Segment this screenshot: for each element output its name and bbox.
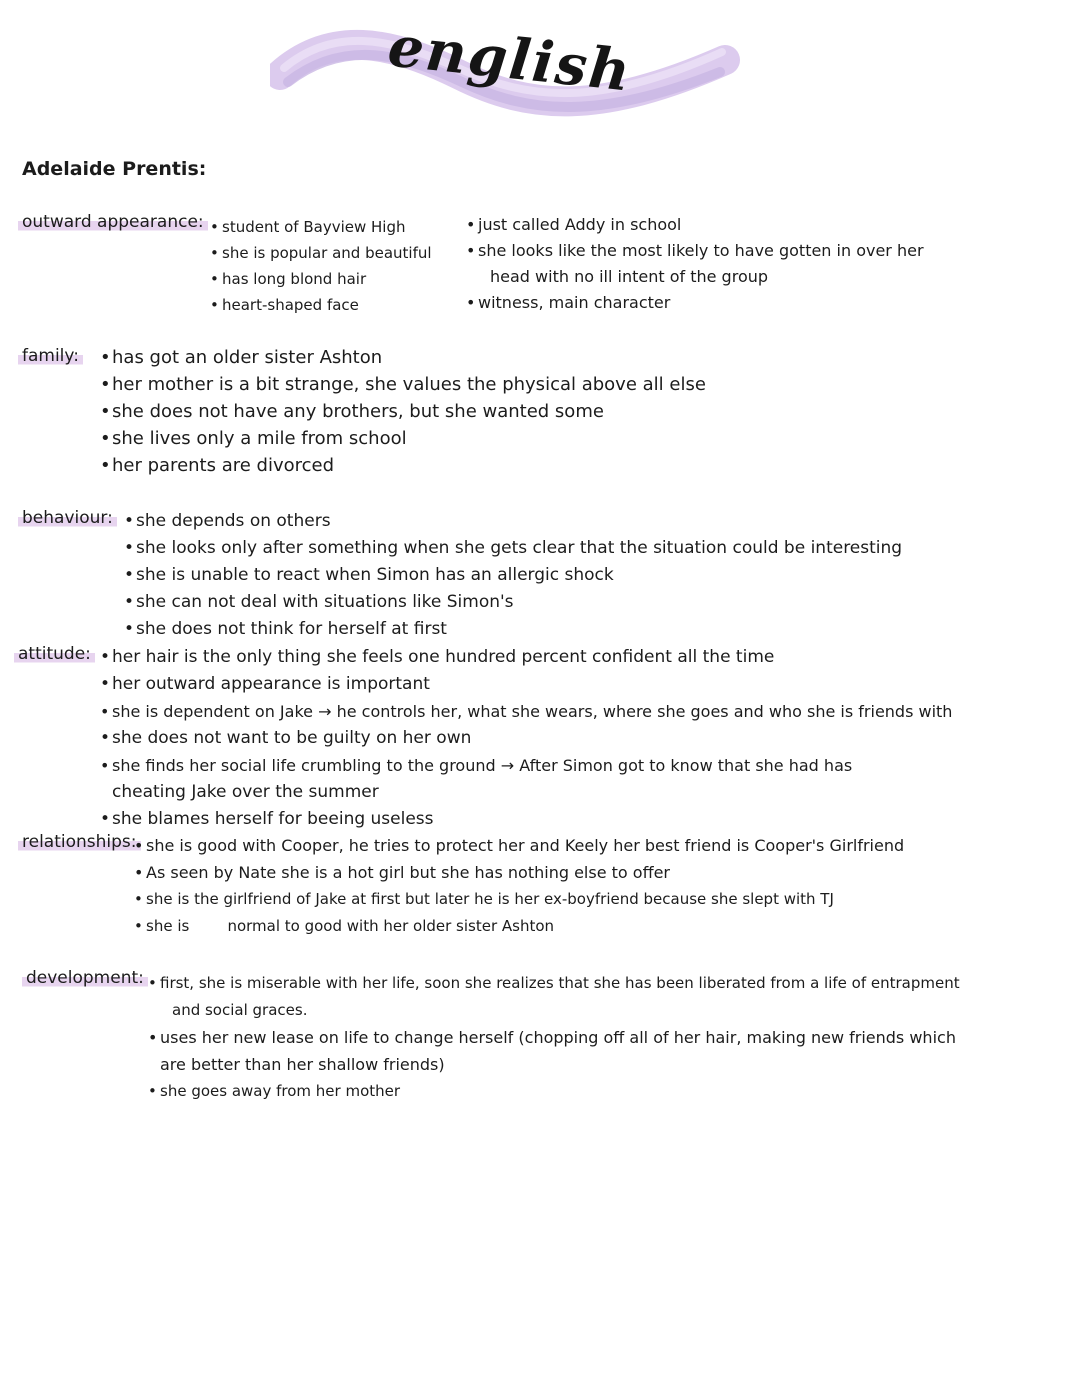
list-item: • she is normal to good with her older sister Ashton (134, 913, 904, 940)
appearance-heading (18, 212, 208, 232)
relationships-heading (18, 832, 141, 852)
family-heading (18, 346, 83, 366)
list-item: • she can not deal with situations like Simon's (124, 589, 902, 616)
section-heading: outward appearance: (18, 212, 208, 232)
list-item: • her outward appearance is important (100, 671, 952, 698)
section-heading: development: (22, 968, 148, 988)
family-list (100, 344, 706, 479)
section-heading: behaviour: (18, 508, 117, 528)
list-item-continued: and social graces. (172, 1001, 308, 1019)
list-item: • her mother is a bit strange, she values the physical above all else (100, 371, 706, 398)
appearance-list-right (466, 212, 924, 316)
section-heading: family: (18, 346, 83, 366)
list-item: • uses her new lease on life to change herself (chopping off all of her hair, making new friends which (148, 1024, 960, 1051)
attitude-heading (14, 644, 95, 664)
list-item: • witness, main character (466, 290, 924, 316)
list-item: • she looks like the most likely to have gotten in over her (466, 238, 924, 264)
list-item: • she goes away from her mother (148, 1078, 960, 1105)
list-item: • she is dependent on Jake → he controls her, what she wears, where she goes and who she is friends with (100, 698, 952, 725)
list-item: • her hair is the only thing she feels one hundred percent confident all the time (100, 644, 952, 671)
list-item: • she does not think for herself at first (124, 616, 902, 643)
list-item: • she is unable to react when Simon has an allergic shock (124, 562, 902, 589)
list-item: • she looks only after something when she gets clear that the situation could be interesting (124, 535, 902, 562)
list-item: • she is good with Cooper, he tries to protect her and Keely her best friend is Cooper's Girlfriend (134, 832, 904, 859)
list-item: • she is the girlfriend of Jake at first but later he is her ex-boyfriend because she slept with TJ (134, 886, 904, 913)
page-title: english (385, 13, 635, 105)
title-banner (270, 13, 740, 150)
behaviour-heading (18, 508, 117, 528)
list-item: • she does not have any brothers, but she wanted some (100, 398, 706, 425)
list-item: • has got an older sister Ashton (100, 344, 706, 371)
list-item: • she does not want to be guilty on her own (100, 725, 952, 752)
relationships-list (134, 832, 904, 940)
development-heading (22, 968, 148, 988)
list-item: • first, she is miserable with her life, soon she realizes that she has been liberated from a life of entrapment (148, 970, 960, 997)
list-item: • she finds her social life crumbling to the ground → After Simon got to know that she had has (100, 752, 952, 779)
list-item: • just called Addy in school (466, 212, 924, 238)
list-item: • she blames herself for beeing useless (100, 806, 952, 833)
list-item: • her parents are divorced (100, 452, 706, 479)
list-item: • she depends on others (124, 508, 902, 535)
development-list (148, 970, 960, 1105)
list-item: • heart-shaped face (210, 292, 432, 318)
attitude-list (100, 644, 952, 833)
list-item: • she is popular and beautiful (210, 240, 432, 266)
character-name: Adelaide Prentis: (22, 158, 207, 180)
list-item-continued: head with no ill intent of the group (490, 267, 769, 286)
appearance-list (210, 214, 432, 318)
list-item-continued: are better than her shallow friends) (160, 1055, 445, 1074)
list-item: • she lives only a mile from school (100, 425, 706, 452)
section-heading: relationships: (18, 832, 141, 852)
list-item-continued: cheating Jake over the summer (112, 782, 379, 802)
section-heading: attitude: (14, 644, 95, 664)
list-item: • has long blond hair (210, 266, 432, 292)
list-item: • As seen by Nate she is a hot girl but she has nothing else to offer (134, 859, 904, 886)
behaviour-list (124, 508, 902, 643)
list-item: • student of Bayview High (210, 214, 432, 240)
